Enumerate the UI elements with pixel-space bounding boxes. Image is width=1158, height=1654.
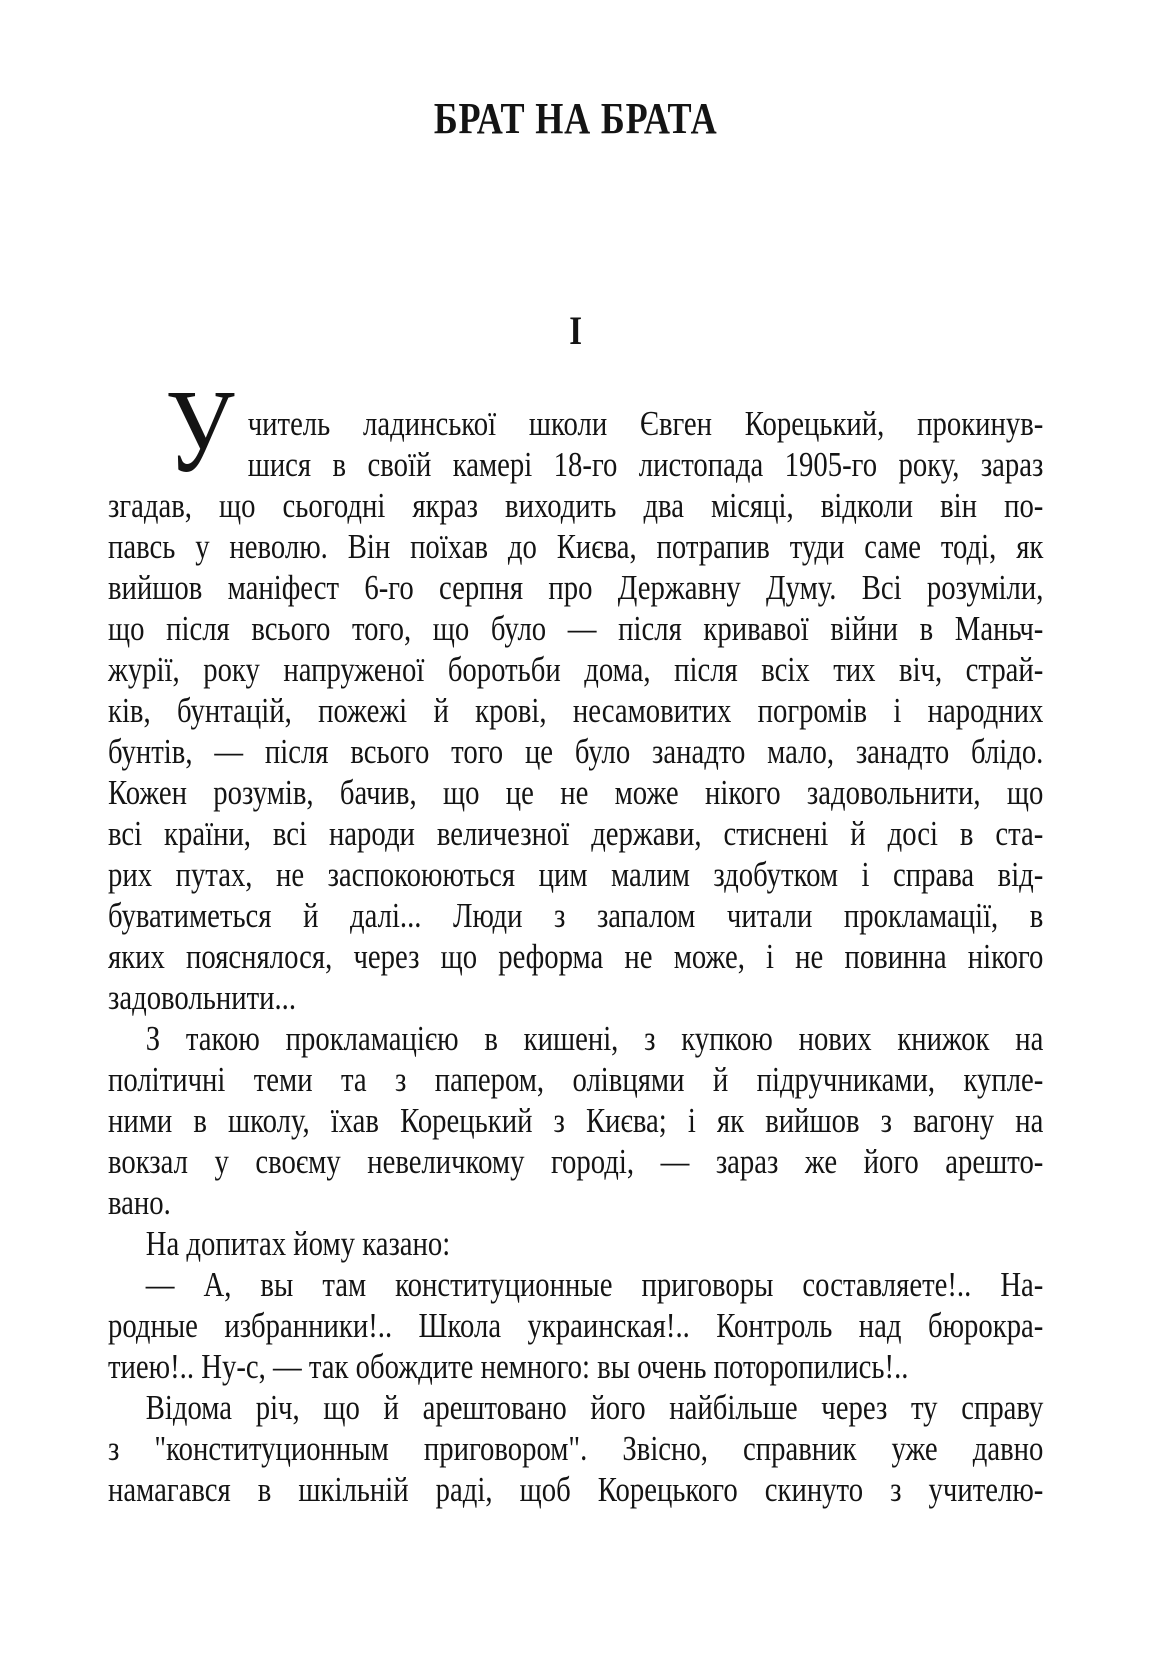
text-body bbox=[108, 365, 1044, 1510]
text-line: павсь у неволю. Він поїхав до Києва, потрапив туди саме тоді, як bbox=[108, 527, 1044, 566]
text-line: журії, року напруженої боротьби дома, після всіх тих віч, страй- bbox=[108, 650, 1044, 689]
text-line: вано. bbox=[108, 1183, 171, 1222]
text-line: бунтів, — після всього того це було занадто мало, занадто блідо. bbox=[108, 732, 1044, 771]
text-line: ними в школу, їхав Корецький з Києва; і як вийшов з вагону на bbox=[108, 1101, 1044, 1140]
text-line: читель ладинської школи Євген Корецький, прокинув- bbox=[247, 404, 1044, 443]
page-title: БРАТ НА БРАТА bbox=[433, 94, 718, 143]
paragraph bbox=[108, 1223, 1043, 1264]
text-line: родные избранники!.. Школа украинская!.. Контроль над бюрокра- bbox=[108, 1306, 1044, 1345]
text-line: намагався в шкільній раді, щоб Корецького скинуто з учителю- bbox=[108, 1470, 1044, 1509]
text-line: — А, вы там конституционные приговоры составляете!.. На- bbox=[145, 1265, 1044, 1304]
text-line: На допитах йому казано: bbox=[145, 1224, 451, 1263]
paragraph bbox=[108, 1264, 1043, 1387]
text-line: З такою прокламацією в кишені, з купкою нових книжок на bbox=[145, 1019, 1044, 1058]
text-line: тиею!.. Ну-с, — так обождите немного: вы очень поторопились!.. bbox=[108, 1347, 909, 1386]
text-line: яких пояснялося, через що реформа не може, і не повинна нікого bbox=[108, 937, 1044, 976]
paragraph bbox=[108, 365, 1044, 1018]
drop-cap: У bbox=[165, 365, 235, 497]
text-line: вийшов маніфест 6-го серпня про Державну Думу. Всі розуміли, bbox=[108, 568, 1044, 607]
text-line: що після всього того, що було — після кривавої війни в Маньч- bbox=[108, 609, 1044, 648]
paragraph bbox=[108, 1018, 1043, 1223]
text-line: політичні теми та з папером, олівцями й підручниками, купле- bbox=[108, 1060, 1044, 1099]
text-line: шися в своїй камері 18-го листопада 1905-го року, зараз bbox=[247, 445, 1044, 484]
paragraph bbox=[108, 1387, 1043, 1510]
text-line: з "конституционным приговором". Звісно, справник уже давно bbox=[108, 1429, 1044, 1468]
text-line: задовольнити... bbox=[108, 978, 297, 1017]
text-line: всі країни, всі народи величезної держави, стиснені й досі в ста- bbox=[108, 814, 1044, 853]
text-block bbox=[108, 0, 1043, 1510]
chapter-numeral: I bbox=[569, 308, 583, 353]
text-line: буватиметься й далі... Люди з запалом читали прокламації, в bbox=[108, 896, 1044, 935]
text-line: згадав, що сьогодні якраз виходить два місяці, відколи він по- bbox=[108, 486, 1044, 525]
text-line: вокзал у своєму невеличкому городі, — зараз же його арешто- bbox=[108, 1142, 1044, 1181]
text-line: Відома річ, що й арештовано його найбільше через ту справу bbox=[145, 1388, 1044, 1427]
text-line: ків, бунтацій, пожежі й крові, несамовитих погромів і народних bbox=[108, 691, 1044, 730]
text-line: Кожен розумів, бачив, що це не може нікого задовольнити, що bbox=[108, 773, 1044, 812]
text-line: рих путах, не заспокоюються цим малим здобутком і справа від- bbox=[108, 855, 1044, 894]
